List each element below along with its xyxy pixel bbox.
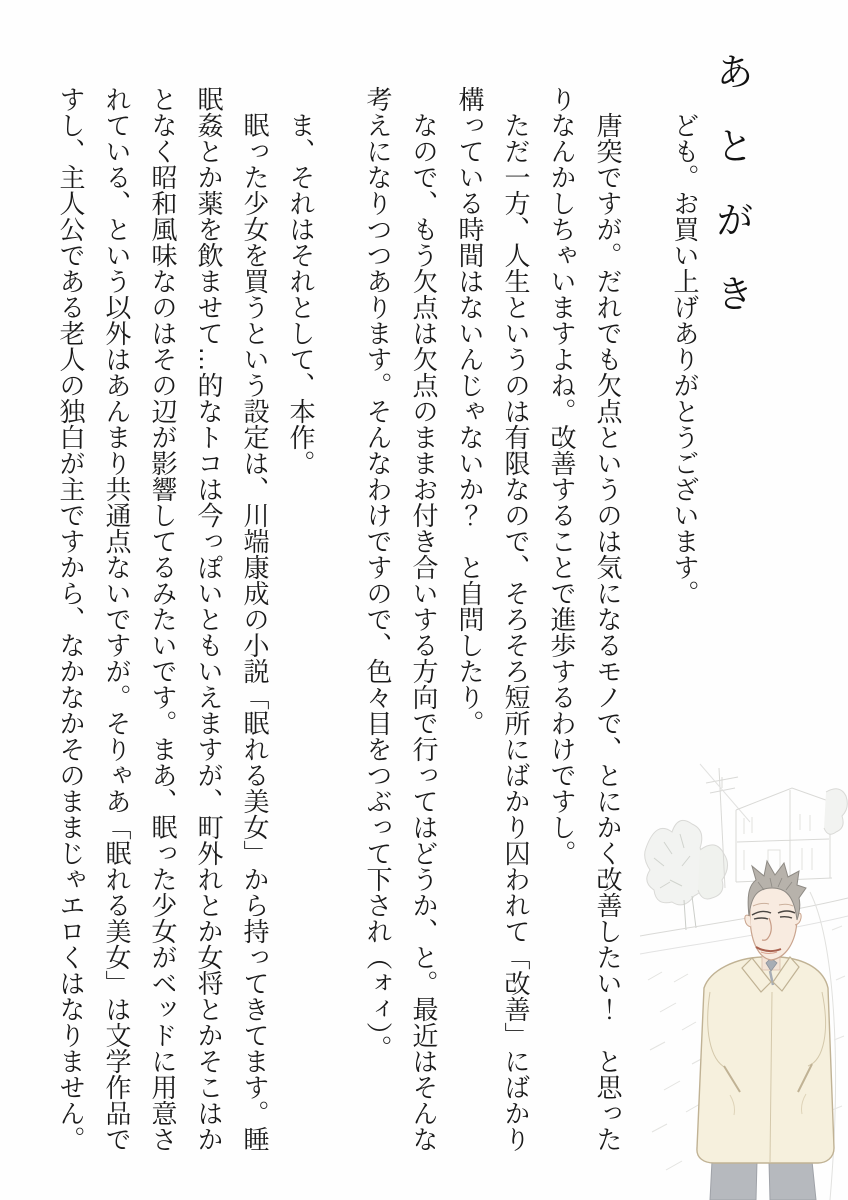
afterword-line: なので、もう欠点は欠点のままお付き合いする方向で行ってはどうか、と。最近はそんな <box>409 112 439 1152</box>
bush-sketch <box>824 789 847 834</box>
afterword-line: れている、という以外はあんまり共通点ないですが。そりゃあ「眠れる美女」は文学作品で <box>102 86 132 1152</box>
street-scene-illustration <box>640 730 848 1200</box>
afterword-line: 唐突ですが。だれでも欠点というのは気になるモノで、とにかく改善したい！ と思った <box>593 112 623 1152</box>
afterword-line: ただ一方、人生というのは有限なので、そろそろ短所にばかり囚われて「改善」にばかり <box>501 112 531 1152</box>
afterword-line: りなんかしちゃいますよね。改善することで進歩するわけですし。 <box>547 86 577 866</box>
ear <box>745 915 751 927</box>
afterword-line: 眠姦とか薬を飲ませて…的なトコは今っぽいともいえますが、町外れとか女将とかそこはか <box>194 86 224 1152</box>
afterword-line: 考えになりつつあります。そんなわけですので、色々目をつぶって下され（ォィ）。 <box>363 86 393 1061</box>
house-sketch <box>736 788 837 882</box>
tree-sketch <box>645 820 728 930</box>
afterword-line: 構っている時間はないんじゃないか？ と自問したり。 <box>455 86 485 736</box>
afterword-line: ども。お買い上げありがとうございます。 <box>670 112 700 606</box>
afterword-body <box>48 86 708 1186</box>
page-title: あとがき <box>709 52 752 348</box>
afterword-line: となく昭和風味なのはその辺が影響してるみたいです。まあ、眠った少女がベッドに用意さ <box>148 86 178 1152</box>
afterword-line: すし、主人公である老人の独白が主ですから、なかなかそのままじゃエロくはなりません。 <box>56 86 86 1152</box>
afterword-line: 眠った少女を買うという設定は、川端康成の小説「眠れる美女」から持ってきてます。睡 <box>240 112 270 1152</box>
old-man-figure <box>697 861 834 1200</box>
trousers <box>710 1161 816 1200</box>
afterword-line: ま、それはそれとして、本作。 <box>286 112 316 476</box>
